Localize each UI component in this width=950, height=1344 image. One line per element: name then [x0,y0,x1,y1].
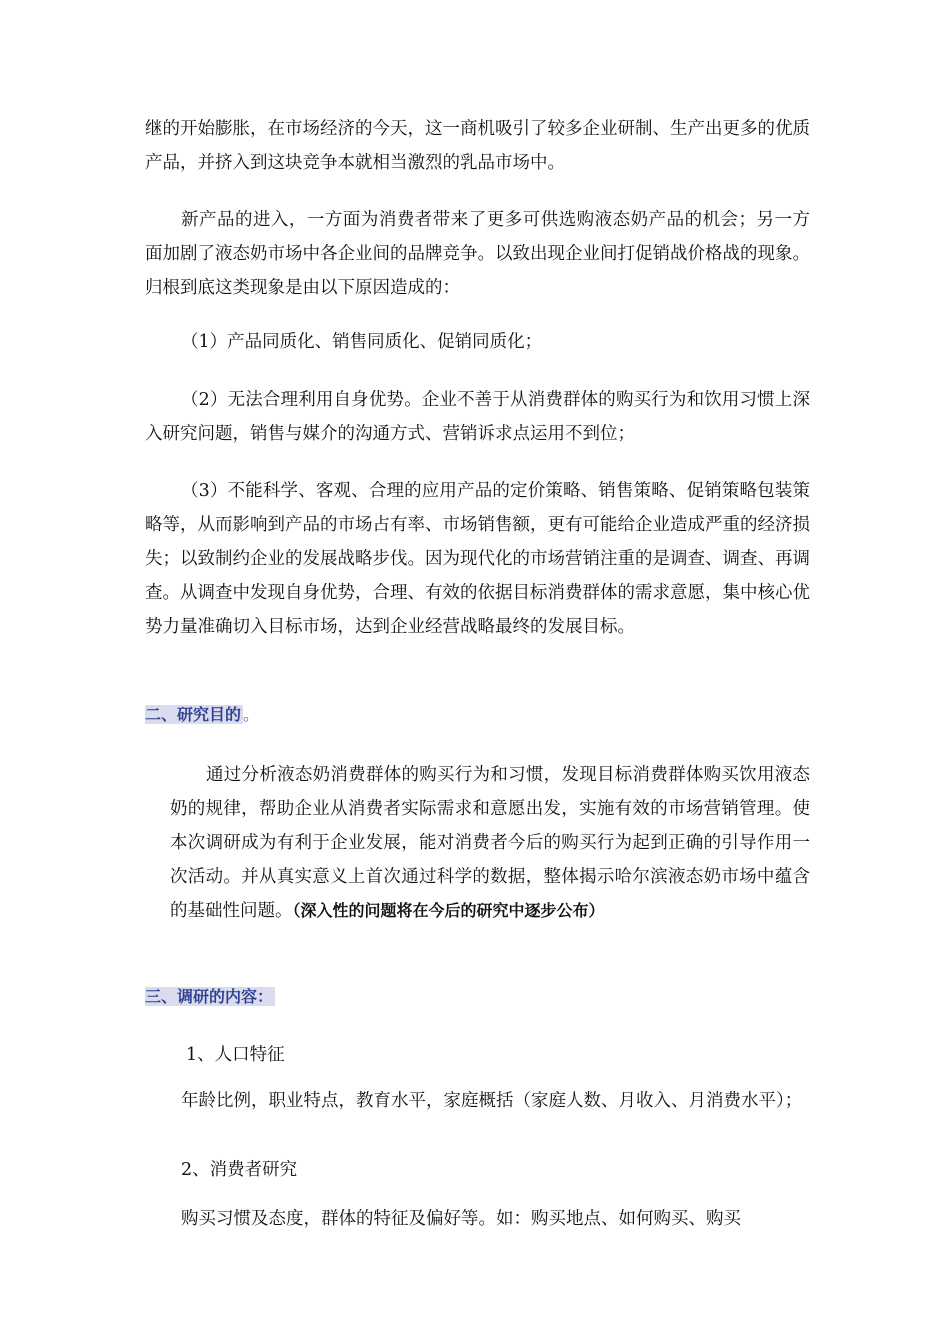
research-purpose-text: 通过分析液态奶消费群体的购买行为和习惯，发现目标消费群体购买饮用液态奶的规律，帮助企业从消费者实际需求和意愿出发，实施有效的市场营销管理。使本次调研成为有利于企业发展，能对消费者今后的购买行为起到正确的引导作用一次活动。并从真实意义上首次通过科学的数据，整体揭示哈尔滨液态奶市场中蕴含的基础性问题。 [170,765,810,921]
research-purpose-note: （深入性的问题将在今后的研究中逐步公布） [292,901,605,920]
paragraph-research-purpose [170,758,810,928]
section-heading-research-content [145,985,275,1009]
section-heading-research-purpose [145,703,259,727]
section-heading-text: 二、研究目的 [145,705,242,724]
paragraph-intro-continued: 继的开始膨胀，在市场经济的今天，这一商机吸引了较多企业研制、生产出更多的优质产品，并挤入到这块竞争本就相当激烈的乳品市场中。 [145,119,810,173]
item-title-demographics: 1、人口特征 [186,1045,285,1065]
paragraph-new-products: 新产品的进入，一方面为消费者带来了更多可供选购液态奶产品的机会；另一方面加剧了液态奶市场中各企业间的品牌竞争。以致出现企业间打促销战价格战的现象。归根到底这类现象是由以下原因造成的： [145,210,810,298]
paragraph-demographics: 年龄比例，职业特点，教育水平，家庭概括（家庭人数、月收入、月消费水平）； [181,1091,803,1111]
section-heading-text: 三、调研的内容： [145,987,274,1006]
section-heading-tail: 。 [243,705,260,724]
paragraph-reason-3: （3）不能科学、客观、合理的应用产品的定价策略、销售策略、促销策略包装策略等，从而影响到产品的市场占有率、市场销售额，更有可能给企业造成严重的经济损失；以致制约企业的发展战略步伐。因为现代化的市场营销注重的是调查、调查、再调查。从调查中发现自身优势，合理、有效的依据目标消费群体的需求意愿，集中核心优势力量准确切入目标市场，达到企业经营战略最终的发展目标。 [145,481,810,637]
paragraph-reason-1: （1）产品同质化、销售同质化、促销同质化； [181,332,543,352]
item-title-consumer-research: 2、消费者研究 [181,1160,298,1180]
paragraph-consumer-research: 购买习惯及态度，群体的特征及偏好等。如：购买地点、如何购买、购买 [181,1209,741,1229]
paragraph-reason-2: （2）无法合理利用自身优势。企业不善于从消费群体的购买行为和饮用习惯上深入研究问题，销售与媒介的沟通方式、营销诉求点运用不到位； [145,390,810,444]
